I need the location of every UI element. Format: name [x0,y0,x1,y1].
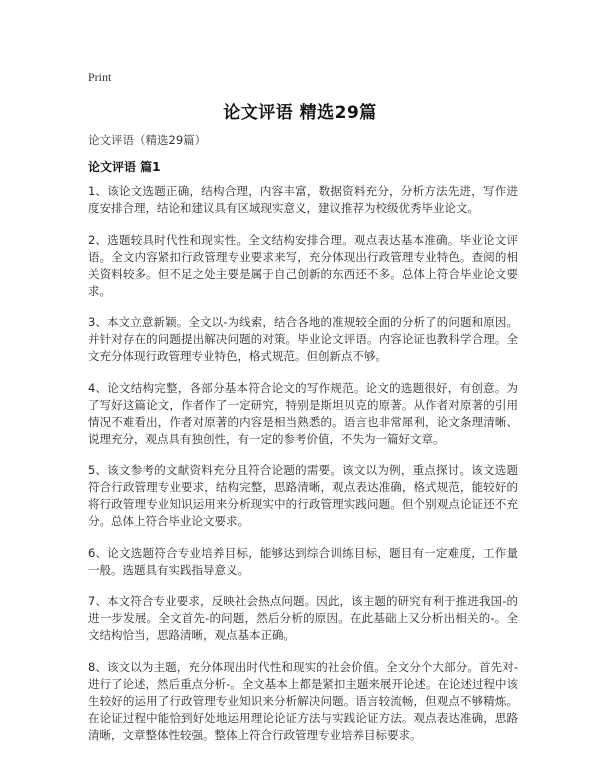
paragraph-6: 6、论文选题符合专业培养目标，能够达到综合训练目标，题目有一定难度，工作量一般。选题具有实践指导意义。 [88,545,518,577]
paragraph-5: 5、该文参考的文献资料充分且符合论题的需要。该文以为例，重点探讨。该文选题符合行政管理专业要求，结构完整，思路清晰，观点表达准确，格式规范，能较好的将行政管理专业知识运用来分析现实中的行政管理实践问题。但个别观点论证还不充分。总体上符合毕业论文要求。 [88,463,518,528]
paragraph-2: 2、选题较具时代性和现实性。全文结构安排合理。观点表达基本准确。毕业论文评语。全文内容紧扣行政管理专业要求来写，充分体现出行政管理专业特色。查阅的相关资料较多。但不足之处主要是属于自己创新的东西还不多。总体上符合毕业论文要求。 [88,232,518,298]
paragraph-3: 3、本文立意新颖。全文以-为线索，结合各地的准规较全面的分析了的问题和原因。并针对存在的问题提出解决问题的对策。毕业论文评语。内容论证也教科学合理。全文充分体现行政管理专业特色，格式规范。但创新点不够。 [88,315,518,363]
section-heading: 论文评语 篇1 [88,160,161,174]
paragraph-1: 1、该论文选题正确，结构合理，内容丰富，数据资料充分，分析方法先进，写作进度安排合理，结论和建议具有区域现实意义，建议推荐为校级优秀毕业论文。 [88,184,518,215]
paragraph-8: 8、该文以为主题，充分体现出时代性和现实的社会价值。全文分个大部分。首先对-进行了论述，然后重点分析-。全文基本上都是紧扣主题来展开论述。在论述过程中该生较好的运用了行政管理专业知识来分析解决问题。语言较流畅，但观点不够精炼。在论证过程中能恰到好处地运用理论论证方法与实践论证方法。观点表达准确，思路清晰，文章整体性较强。整体上符合行政管理专业培养目标要求。 [88,659,518,742]
body-text [88,183,518,758]
print-link[interactable]: Print [88,70,112,84]
paragraph-7: 7、本文符合专业要求，反映社会热点问题。因此，该主题的研究有利于推进我国-的进一步发展。全文首先-的问题，然后分析的原因。在此基础上又分析出相关的-。全文结构恰当，思路清晰，观点基本正确。 [88,594,518,642]
paragraph-4: 4、论文结构完整，各部分基本符合论文的写作规范。论文的选题很好，有创意。为了写好这篇论文，作者作了一定研究，特别是斯坦贝克的原著。从作者对原著的引用情况不难看出，作者对原著的内容是相当熟悉的。语言也非常犀利，论文条理清晰、说理充分，观点具有独创性，有一定的参考价值，不失为一篇好文章。 [88,380,518,446]
page-title: 论文评语 精选29篇 [223,103,377,123]
document-subtitle: 论文评语（精选29篇） [88,133,207,147]
